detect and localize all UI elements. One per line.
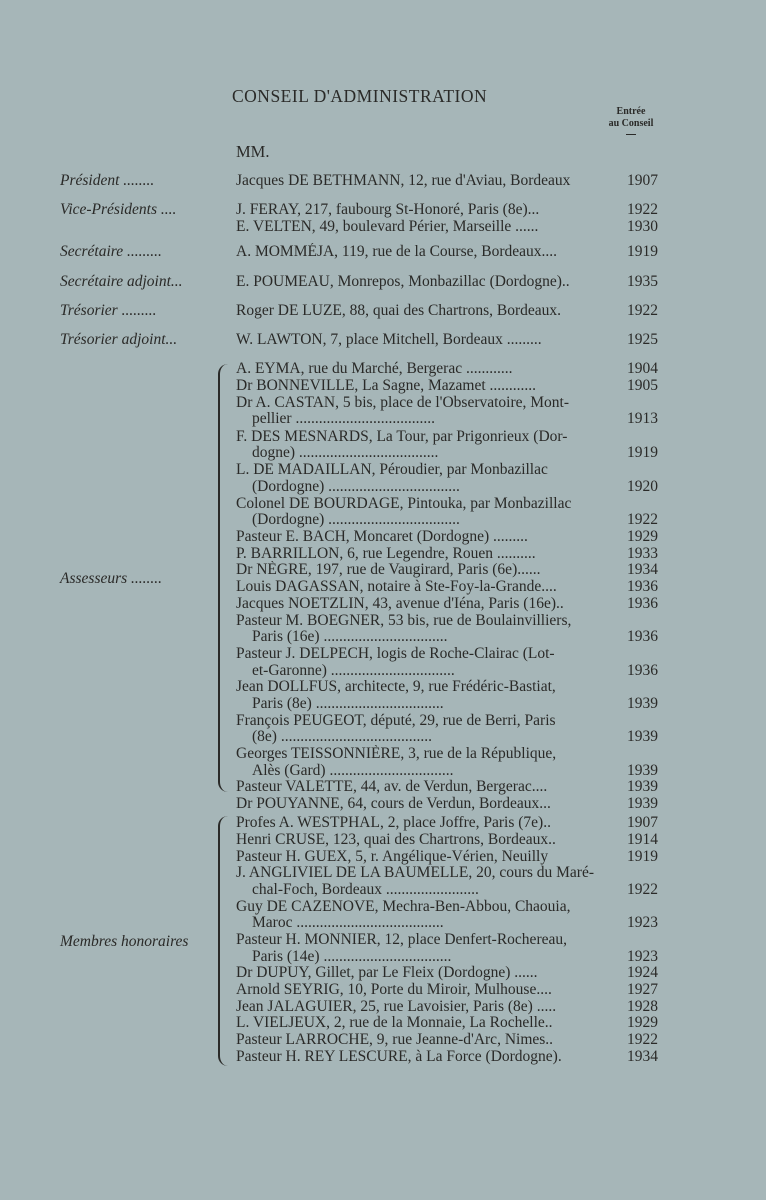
member-entry: Guy DE CAZENOVE, Mechra-Ben-Abbou, Chaouia,	[236, 898, 571, 915]
member-entry: (8e) .......................................	[252, 728, 432, 745]
role-membres-honoraires: Membres honoraires	[60, 933, 189, 950]
member-entry: Pasteur H. MONNIER, 12, place Denfert-Rochereau,	[236, 931, 567, 948]
entry-year: 1914	[627, 831, 658, 848]
entry-year: 1939	[627, 778, 658, 795]
member-entry: Paris (16e) ................................	[252, 628, 448, 645]
member-entry: dogne) ....................................	[252, 444, 439, 461]
entry-year: 1920	[627, 478, 658, 495]
member-entry: F. DES MESNARDS, La Tour, par Prigonrieux (Dor-	[236, 428, 568, 445]
entry-year: 1929	[627, 1014, 658, 1031]
entry-year: 1934	[627, 561, 658, 578]
member-entry: (Dordogne) ..................................	[252, 511, 460, 528]
entry-year: 1922	[627, 1031, 658, 1048]
entry-year: 1933	[627, 545, 658, 562]
entry-year: 1905	[627, 377, 658, 394]
entry-year: 1939	[627, 728, 658, 745]
member-entry: Jean JALAGUIER, 25, rue Lavoisier, Paris (8e) .....	[236, 998, 557, 1015]
entry-year: 1930	[627, 218, 658, 235]
entry-year: 1936	[627, 578, 658, 595]
member-entry: chal-Foch, Bordeaux ........................	[252, 881, 479, 898]
member-entry: et-Garonne) ................................	[252, 662, 455, 679]
membres-honoraires-brace	[218, 816, 232, 1066]
member-entry: Jacques NOETZLIN, 43, avenue d'Iéna, Paris (16e)..	[236, 595, 564, 612]
member-entry: Jacques DE BETHMANN, 12, rue d'Aviau, Bordeaux	[236, 172, 571, 189]
member-entry: Pasteur E. BACH, Moncaret (Dordogne) .........	[236, 528, 528, 545]
entry-year: 1939	[627, 762, 658, 779]
entry-year: 1936	[627, 628, 658, 645]
member-entry: E. VELTEN, 49, boulevard Périer, Marseille ......	[236, 218, 539, 235]
member-entry: Pasteur H. REY LESCURE, à La Force (Dordogne).	[236, 1048, 562, 1065]
entry-year: 1936	[627, 595, 658, 612]
member-entry: L. VIELJEUX, 2, rue de la Monnaie, La Rochelle..	[236, 1014, 553, 1031]
member-entry: Dr POUYANNE, 64, cours de Verdun, Bordeaux...	[236, 795, 551, 812]
entry-year: 1922	[627, 201, 658, 218]
entry-year: 1935	[627, 273, 658, 290]
member-entry: Georges TEISSONNIÈRE, 3, rue de la République,	[236, 745, 557, 762]
role-assesseurs: Assesseurs ........	[60, 570, 163, 587]
mm-label: MM.	[236, 142, 270, 161]
member-entry: Dr A. CASTAN, 5 bis, place de l'Observatoire, Mont-	[236, 394, 570, 411]
entry-year: 1907	[627, 172, 658, 189]
member-entry: (Dordogne) ..................................	[252, 478, 460, 495]
member-entry: W. LAWTON, 7, place Mitchell, Bordeaux .........	[236, 331, 542, 348]
member-entry: A. MOMMÉJA, 119, rue de la Course, Bordeaux....	[236, 243, 558, 260]
entry-year: 1929	[627, 528, 658, 545]
entry-year: 1928	[627, 998, 658, 1015]
entry-year: 1904	[627, 360, 658, 377]
member-entry: Dr BONNEVILLE, La Sagne, Mazamet ............	[236, 377, 537, 394]
entry-year: 1922	[627, 302, 658, 319]
member-entry: E. POUMEAU, Monrepos, Monbazillac (Dordogne)..	[236, 273, 570, 290]
member-entry: Maroc ......................................	[252, 914, 444, 931]
member-entry: Colonel DE BOURDAGE, Pintouka, par Monbazillac	[236, 495, 572, 512]
entree-column-header	[590, 106, 672, 135]
member-entry: François PEUGEOT, député, 29, rue de Berri, Paris	[236, 712, 556, 729]
role-secretaire: Secrétaire .........	[60, 243, 162, 260]
member-entry: Profes A. WESTPHAL, 2, place Joffre, Paris (7e)..	[236, 814, 551, 831]
page-title: CONSEIL D'ADMINISTRATION	[232, 86, 488, 106]
entry-year: 1923	[627, 948, 658, 965]
member-entry: P. BARRILLON, 6, rue Legendre, Rouen ..........	[236, 545, 536, 562]
role-secretaire-adjoint: Secrétaire adjoint...	[60, 273, 183, 290]
entry-year: 1934	[627, 1048, 658, 1065]
role-vice-presidents: Vice-Présidents ....	[60, 201, 177, 218]
member-entry: Dr DUPUY, Gillet, par Le Fleix (Dordogne) ......	[236, 964, 538, 981]
entry-year: 1936	[627, 662, 658, 679]
entree-line-2: au Conseil	[608, 118, 654, 129]
member-entry: Louis DAGASSAN, notaire à Ste-Foy-la-Grande....	[236, 578, 557, 595]
entry-year: 1939	[627, 795, 658, 812]
member-entry: Roger DE LUZE, 88, quai des Chartrons, Bordeaux.	[236, 302, 562, 319]
member-entry: Paris (8e) .................................	[252, 695, 444, 712]
member-entry: pellier ....................................	[252, 410, 435, 427]
role-president: Président ........	[60, 172, 155, 189]
member-entry: Henri CRUSE, 123, quai des Chartrons, Bordeaux..	[236, 831, 556, 848]
member-entry: Dr NÈGRE, 197, rue de Vaugirard, Paris (6e)......	[236, 561, 541, 578]
member-entry: Pasteur M. BOEGNER, 53 bis, rue de Boulainvilliers,	[236, 612, 572, 629]
assesseurs-brace	[218, 364, 232, 792]
member-entry: Pasteur LARROCHE, 9, rue Jeanne-d'Arc, Nimes..	[236, 1031, 554, 1048]
member-entry: Arnold SEYRIG, 10, Porte du Miroir, Mulhouse....	[236, 981, 552, 998]
entry-year: 1907	[627, 814, 658, 831]
entry-year: 1925	[627, 331, 658, 348]
entry-year: 1939	[627, 695, 658, 712]
member-entry: Alès (Gard) ................................	[252, 762, 454, 779]
member-entry: Paris (14e) .................................	[252, 948, 452, 965]
member-entry: Pasteur VALETTE, 44, av. de Verdun, Bergerac....	[236, 778, 548, 795]
header-dash	[626, 134, 636, 135]
member-entry: L. DE MADAILLAN, Péroudier, par Monbazillac	[236, 461, 548, 478]
entry-year: 1922	[627, 511, 658, 528]
role-tresorier: Trésorier .........	[60, 302, 157, 319]
entry-year: 1913	[627, 410, 658, 427]
role-tresorier-adjoint: Trésorier adjoint...	[60, 331, 178, 348]
entry-year: 1919	[627, 243, 658, 260]
entry-year: 1919	[627, 444, 658, 461]
entry-year: 1927	[627, 981, 658, 998]
member-entry: J. ANGLIVIEL DE LA BAUMELLE, 20, cours du Maré-	[236, 864, 595, 881]
entry-year: 1922	[627, 881, 658, 898]
entry-year: 1919	[627, 848, 658, 865]
member-entry: J. FERAY, 217, faubourg St-Honoré, Paris (8e)...	[236, 201, 540, 218]
entree-line-1: Entrée	[616, 106, 646, 117]
member-entry: Pasteur H. GUEX, 5, r. Angélique-Vérien, Neuilly	[236, 848, 549, 865]
member-entry: Pasteur J. DELPECH, logis de Roche-Clairac (Lot-	[236, 645, 555, 662]
entry-year: 1924	[627, 964, 658, 981]
entry-year: 1923	[627, 914, 658, 931]
member-entry: A. EYMA, rue du Marché, Bergerac ............	[236, 360, 513, 377]
member-entry: Jean DOLLFUS, architecte, 9, rue Frédéric-Bastiat,	[236, 678, 556, 695]
